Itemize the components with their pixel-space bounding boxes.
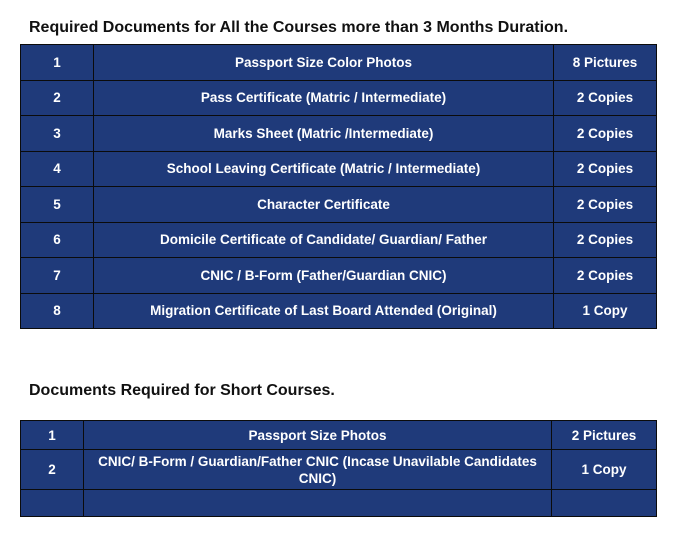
document-quantity: 8 Pictures (554, 45, 657, 81)
table-row (21, 421, 657, 450)
row-number (21, 490, 84, 517)
table-row (21, 45, 657, 81)
document-quantity: 2 Copies (554, 222, 657, 258)
table-row (21, 293, 657, 329)
document-quantity: 2 Copies (554, 116, 657, 152)
row-number: 7 (21, 258, 94, 294)
row-number: 2 (21, 450, 84, 490)
table-row (21, 151, 657, 187)
document-quantity: 2 Copies (554, 80, 657, 116)
row-number: 1 (21, 421, 84, 450)
short-courses-heading: Documents Required for Short Courses. (29, 382, 335, 399)
table-row (21, 222, 657, 258)
document-quantity: 1 Copy (552, 450, 657, 490)
long-courses-table (20, 44, 657, 329)
row-number: 8 (21, 293, 94, 329)
document-name: Passport Size Color Photos (94, 45, 554, 81)
document-quantity (552, 490, 657, 517)
row-number: 6 (21, 222, 94, 258)
document-name: School Leaving Certificate (Matric / Intermediate) (94, 151, 554, 187)
document-name: Migration Certificate of Last Board Attended (Original) (94, 293, 554, 329)
document-name (84, 490, 552, 517)
table-row (21, 490, 657, 517)
document-name: Passport Size Photos (84, 421, 552, 450)
document-quantity: 2 Pictures (552, 421, 657, 450)
long-courses-heading: Required Documents for All the Courses more than 3 Months Duration. (29, 19, 569, 36)
document-name: Marks Sheet (Matric /Intermediate) (94, 116, 554, 152)
document-name: Pass Certificate (Matric / Intermediate) (94, 80, 554, 116)
document-name: Character Certificate (94, 187, 554, 223)
table-row (21, 450, 657, 490)
row-number: 5 (21, 187, 94, 223)
document-quantity: 2 Copies (554, 258, 657, 294)
table-row (21, 187, 657, 223)
table-row (21, 80, 657, 116)
document-quantity: 1 Copy (554, 293, 657, 329)
document-quantity: 2 Copies (554, 151, 657, 187)
row-number: 2 (21, 80, 94, 116)
row-number: 3 (21, 116, 94, 152)
table-row (21, 258, 657, 294)
document-name: Domicile Certificate of Candidate/ Guardian/ Father (94, 222, 554, 258)
document-quantity: 2 Copies (554, 187, 657, 223)
row-number: 1 (21, 45, 94, 81)
document-name: CNIC/ B-Form / Guardian/Father CNIC (Incase Unavilable Candidates CNIC) (84, 450, 552, 490)
document-name: CNIC / B-Form (Father/Guardian CNIC) (94, 258, 554, 294)
short-courses-table (20, 420, 657, 517)
row-number: 4 (21, 151, 94, 187)
table-row (21, 116, 657, 152)
